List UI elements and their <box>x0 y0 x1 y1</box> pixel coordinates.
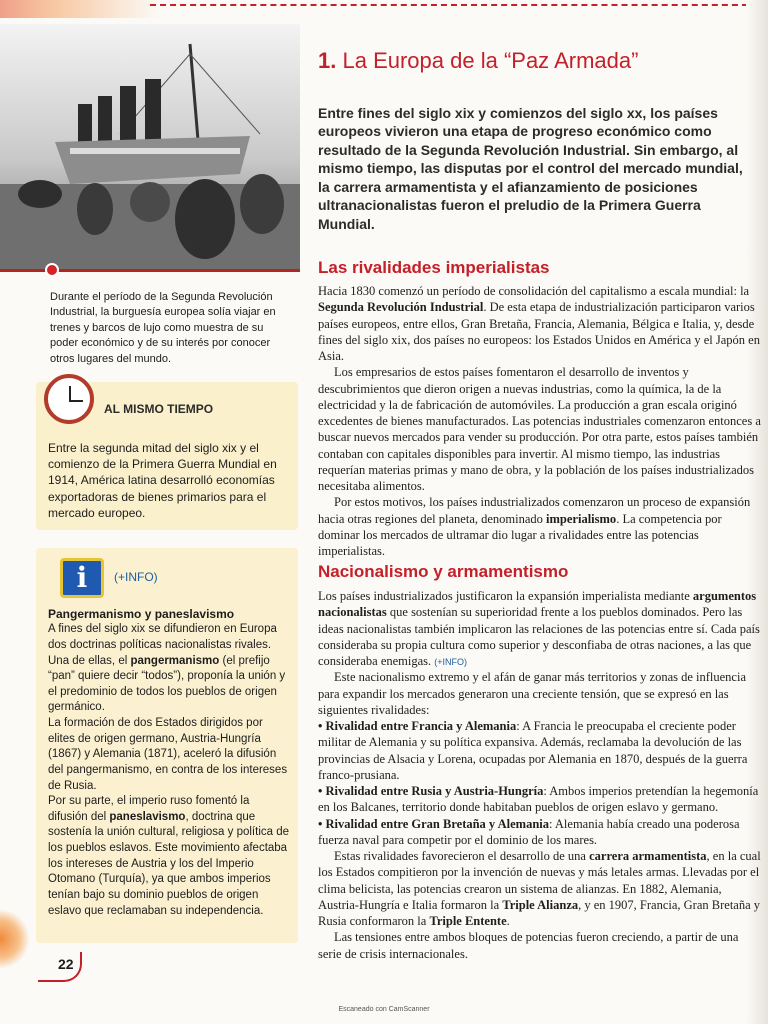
section-heading-rivalidades: Las rivalidades imperialistas <box>318 258 550 277</box>
rivalidades-paragraph-3: Por estos motivos, los países industrializados comenzaron un proceso de expansión hacia otras regiones del planeta, denominado imperialismo. La competencia por dominar los mercados de ultramar dio lugar a rivalidades entre las potencias imperialistas. <box>318 495 751 558</box>
info-heading: (+INFO) <box>114 570 158 584</box>
info-paragraph-3: Por su parte, el imperio ruso fomentó la difusión del paneslavismo, doctrina que sostenía la unión cultural, religiosa y política de los pueblos eslavos. Este movimiento afectaba los intereses de Austria y los del Imperio Otomano (Turquía), ya que ambos imperios tenían bajo su dominio pueblos de origen eslavo que reclamaban su independencia. <box>48 795 290 917</box>
al-mismo-tiempo-box <box>36 382 298 530</box>
al-mismo-tiempo-text: Entre la segunda mitad del siglo xix y el comienzo de la Primera Guerra Mundial en 1914, América latina desarrolló economías exportadoras de bienes primarios para el mercado europeo. <box>48 441 277 520</box>
page-title: 1. La Europa de la “Paz Armada” <box>318 48 639 73</box>
info-paragraph-1: A fines del siglo xix se difundieron en Europa dos doctrinas políticas nacionalistas rivales. Una de ellas, el pangermanismo (el prefijo “pan” quiere decir “todos”), proponía la unión y el predominio de todos los pueblos de origen germánico. <box>48 623 286 714</box>
rivalry-bullet-francia-alemania: • Rivalidad entre Francia y Alemania: A Francia le preocupaba el creciente poder militar de Alemania y su política expansiva. Además, reclamaba la devolución de las provincias de Alsacia y Lorena, ocupadas por Alemania en 1870, después de la guerra franco-prusiana. <box>318 719 748 782</box>
clock-icon <box>44 374 94 424</box>
al-mismo-tiempo-heading: AL MISMO TIEMPO <box>104 402 214 416</box>
info-icon: i <box>60 558 104 598</box>
page-number: 22 <box>38 952 82 982</box>
section-rivalidades-body <box>318 283 763 559</box>
photo-caption: Durante el período de la Segunda Revolución Industrial, la burguesía europea solía viajar en trenes y barcos de lujo como muestra de su poder económico y de su interés por conocer otros lugares del mundo. <box>50 291 276 365</box>
photo-marker-dot <box>45 263 59 277</box>
ship-illustration <box>0 24 300 272</box>
intro-paragraph: Entre fines del siglo xix y comienzos del siglo xx, los países europeos vivieron una etapa de progreso económico como resultado de la Segunda Revolución Industrial. Sin embargo, al mismo tiempo, las disputas por el control del mercado mundial, la carrera armamentista y el afianzamiento de posiciones ultranacionalistas fueron el preludio de la Primera Guerra Mundial. <box>318 105 743 232</box>
ship-photo <box>0 24 300 272</box>
info-body <box>48 606 290 919</box>
rivalry-bullet-rusia-austria: • Rivalidad entre Rusia y Austria-Hungría: Ambos imperios pretendían la hegemonía en los Balcanes, territorio donde habitaban pueblos de origen eslavo y germano. <box>318 784 759 815</box>
section-nacionalismo-body <box>318 588 763 962</box>
rivalidades-paragraph-2: Los empresarios de estos países fomentaron el desarrollo de inventos y descubrimientos que dieron origen a nuevas industrias, como la química, la de la electricidad y la de fabricación de automóviles. La producción a gran escala originó excedentes de bienes manufacturados. Las potencias industriales comenzaron entonces a buscar nuevos mercados para vender su producción. Por otra parte, estos países también contaban con capitales disponibles para invertir. Al mismo tiempo, las industrias requerían materias primas y mano de obra, y la población de los países industrializados necesitaba alimentos. <box>318 365 761 493</box>
rivalry-bullet-gb-alemania: • Rivalidad entre Gran Bretaña y Alemania: Alemania había creado una poderosa fuerza naval para competir por el dominio de los mares. <box>318 816 740 847</box>
nacionalismo-paragraph-2: Este nacionalismo extremo y el afán de ganar más territorios y zonas de influencia para expandir los mercados generaron una creciente tensión, que se expresó en las siguientes rivalidades: <box>318 670 746 717</box>
rivalidades-paragraph-1: Hacia 1830 comenzó un período de consolidación del capitalismo a escala mundial: la Segunda Revolución Industrial. De esta etapa de industrialización participaron varios países europeos, entre ellos, Gran Bretaña, Francia, Alemania, Bélgica e Italia, y, desde fines del siglo xix, dos países no europeos: los Estados Unidos en América y el Japón en Asia. <box>318 284 760 363</box>
nacionalismo-paragraph-4: Las tensiones entre ambos bloques de potencias fueron creciendo, a partir de una serie de crisis internacionales. <box>318 930 739 961</box>
section-heading-nacionalismo: Nacionalismo y armamentismo <box>318 562 569 581</box>
nacionalismo-paragraph-1: Los países industrializados justificaron la expansión imperialista mediante argumentos nacionalistas que sostenían su superioridad frente a los pueblos dominados. Pero las ideas nacionalistas también implicaron las relaciones de las potencias entre sí. Cada país consideraba su propia cultura como superior y desconfiaba de otras naciones, a las que consideraba enemigas. (+INFO) <box>318 589 760 668</box>
bottom-decoration <box>0 909 30 969</box>
corner-decoration <box>0 0 160 18</box>
dashed-border <box>150 4 768 22</box>
info-link-tag[interactable]: (+INFO) <box>434 657 468 667</box>
scanner-watermark: Escaneado con CamScanner <box>338 1006 430 1013</box>
nacionalismo-paragraph-3: Estas rivalidades favorecieron el desarrollo de una carrera armamentista, en la cual los Estados compitieron por la invención de nuevas y más letales armas. Llevadas por el clima belicista, las potencias crearon un sistema de alianzas. En 1882, Alemania, Austria-Hungría e Italia formaron la Triple Alianza, y en 1907, Francia, Gran Bretaña y Rusia conformaron la Triple Entente. <box>318 849 761 928</box>
info-subtitle: Pangermanismo y paneslavismo <box>48 607 235 621</box>
info-box <box>36 548 298 943</box>
info-paragraph-2: La formación de dos Estados dirigidos por elites de origen germano, Austria-Hungría (1867) y Alemania (1871), aceleró la difusión del pangermanismo, en contra de los intereses de Rusia. <box>48 717 288 792</box>
